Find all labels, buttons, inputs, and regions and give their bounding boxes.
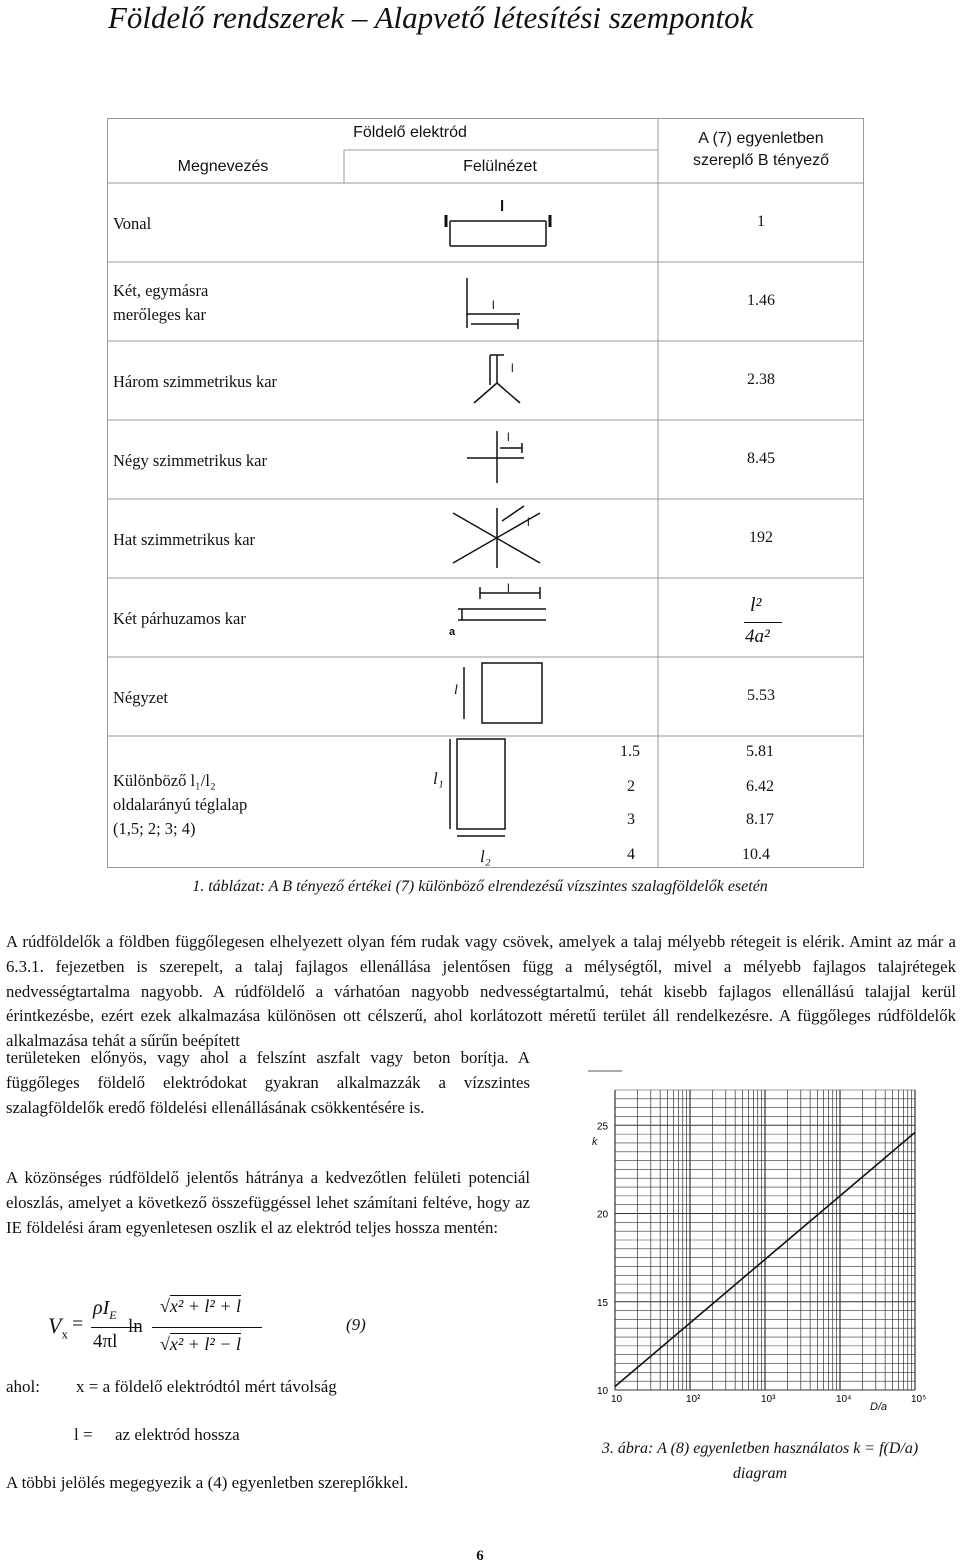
row-name-rect-3: (1,5; 2; 3; 4) — [113, 819, 196, 838]
header-view: Felülnézet — [463, 158, 537, 175]
label-l2-rect: l₂ — [480, 847, 491, 866]
formula-log-bar — [152, 1327, 262, 1328]
y-tick-label: 20 — [597, 1209, 609, 1221]
diagram-line — [446, 215, 550, 246]
where-label: ahol: — [6, 1377, 40, 1396]
row-name-three-arms: Három szimmetrikus kar — [113, 372, 278, 391]
x-tick-label: 10² — [686, 1394, 701, 1405]
rect-value-4: 10.4 — [742, 846, 770, 863]
def-x: x = a földelő elektródtól mért távolság — [76, 1377, 337, 1396]
paragraph-rod-electrodes: A rúdföldelők a földben függőlegesen elhelyezett olyan fém rudak vagy csövek, amelyek a talaj mélyebb rétegeit is elérik. Amint az már a 6.3.1. fejezetben is szerepelt, a talaj fajlagos ellenállása jelentősen függ a mélységtől, mivel a mélyebb fajlagos talajrétegek nedvességtartalma nagyobb. A rúdföldelő a várhatóan nagyobb nedvességtartalmú, tehát kisebb fajlagos ellenállású talajjal kerül érintkezésbe, ezért ezek alkalmazása különösen ott célszerű, ahol korlátozott méretű terület áll rendelkezésre. A függőleges rúdföldelők alkalmazása tehát a sűrűn beépített — [6, 932, 956, 1051]
formula-root-num: √x² + l² + l — [160, 1296, 241, 1316]
x-tick-label: 10⁴ — [836, 1394, 852, 1405]
formula-root-den: √x² + l² − l — [160, 1334, 241, 1354]
ratio-2: 2 — [627, 778, 635, 795]
table-caption: 1. táblázat: A B tényező értékei (7) különböző elrendezésű vízszintes szalagföldelők esetén — [192, 878, 768, 895]
x-tick-label: 10³ — [761, 1394, 776, 1405]
k-diagram-chart — [575, 1060, 945, 1425]
formula-den: 4πl — [93, 1331, 118, 1352]
row-name-six-arms: Hat szimmetrikus kar — [113, 530, 256, 549]
chart-grid — [615, 1090, 915, 1390]
label-l-perp: l — [492, 298, 495, 312]
def-l-symbol: l = — [74, 1425, 93, 1444]
header-factor-1: A (7) egyenletben — [698, 130, 824, 147]
paragraph-rod-electrodes-cont: területeken előnyös, vagy ahol a felszínt aszfalt vagy beton borítja. A függőleges földelő elektródokat gyakran alkalmazzák a vízszintes szalagföldelők eredő földelési ellenállásának csökkentésére is. — [6, 1048, 530, 1117]
electrode-diagrams — [340, 183, 660, 873]
figure-caption-line1: 3. ábra: A (8) egyenletben használatos k = f(D/a) — [601, 1440, 919, 1457]
diagram-rectangle — [450, 739, 505, 836]
y-tick-label: 10 — [597, 1386, 609, 1397]
x-tick-label: 10⁵ — [911, 1394, 927, 1405]
fraction-bar — [744, 622, 782, 623]
page-number: 6 — [476, 1548, 484, 1564]
chart-xlabel: D/a — [870, 1401, 888, 1413]
rect-value-1: 5.81 — [746, 743, 774, 760]
row-name-perpendicular-2: merőleges kar — [113, 305, 206, 324]
page-title: Földelő rendszerek – Alapvető létesítési szempontok — [108, 0, 754, 35]
row-value-perpendicular: 1.46 — [747, 292, 775, 309]
formula-number: (9) — [346, 1315, 366, 1334]
label-l-three: l — [511, 361, 514, 375]
label-l-square: l — [454, 683, 458, 698]
row-value-parallel-den: 4a² — [745, 626, 770, 647]
row-name-line: Vonal — [113, 214, 152, 233]
ratio-1: 1.5 — [620, 743, 640, 760]
figure-caption-line2: diagram — [732, 1465, 788, 1482]
formula-rho: $\rho I_E$ — [93, 1297, 117, 1322]
row-value-three-arms: 2.38 — [747, 371, 775, 388]
header-electrode: Földelő elektród — [353, 124, 467, 141]
row-name-square: Négyzet — [113, 688, 168, 707]
diagram-four-arms — [467, 431, 524, 483]
row-name-four-arms: Négy szimmetrikus kar — [113, 451, 267, 470]
formula-ln: ln — [128, 1316, 143, 1337]
row-name-parallel: Két párhuzamos kar — [113, 609, 246, 628]
label-l-six: l — [527, 515, 530, 529]
rect-value-2: 6.42 — [746, 778, 774, 795]
chart-ylabel: k — [592, 1136, 598, 1148]
row-name-rect-2: oldalarányú téglalap — [113, 795, 248, 814]
x-tick-label: 10 — [611, 1394, 623, 1405]
label-l-four: l — [507, 430, 510, 444]
rect-value-3: 8.17 — [746, 811, 774, 828]
closing-text: A többi jelölés megegyezik a (4) egyenletben szereplőkkel. — [6, 1473, 409, 1492]
ratio-3: 3 — [627, 811, 635, 828]
label-l-parallel: l — [507, 581, 510, 595]
row-value-line: 1 — [757, 213, 765, 230]
row-name-rect-1: Különböző l₁/l₂ — [113, 771, 216, 790]
row-value-square: 5.53 — [747, 687, 775, 704]
label-l-line: l — [500, 198, 505, 215]
paragraph-potential: A közönséges rúdföldelő jelentős hátránya a kedvezőtlen felületi potenciál eloszlás, amelyet a következő összefüggéssel lehet számítani feltéve, hogy az IE földelési áram egyenletesen oszlik el az elektród teljes hossza mentén: — [6, 1168, 530, 1237]
ratio-4: 4 — [627, 846, 635, 863]
diagram-square — [464, 663, 542, 723]
label-l1-rect: l₁ — [433, 769, 444, 788]
row-value-parallel-num: l² — [750, 594, 762, 616]
y-tick-label: 15 — [597, 1297, 609, 1309]
row-value-four-arms: 8.45 — [747, 450, 775, 467]
row-name-perpendicular-1: Két, egymásra — [113, 281, 209, 300]
formula-lhs: $V_x$ — [48, 1313, 68, 1342]
diagram-parallel — [458, 587, 546, 620]
label-a-parallel: a — [449, 626, 456, 638]
def-l: az elektród hossza — [115, 1425, 240, 1444]
header-name: Megnevezés — [177, 158, 269, 175]
y-tick-label: 25 — [597, 1121, 609, 1133]
row-value-six-arms: 192 — [749, 529, 773, 546]
header-factor-2: szereplő B tényező — [692, 152, 830, 169]
formula-eq: = — [72, 1313, 84, 1335]
figure-caption — [545, 1436, 960, 1486]
